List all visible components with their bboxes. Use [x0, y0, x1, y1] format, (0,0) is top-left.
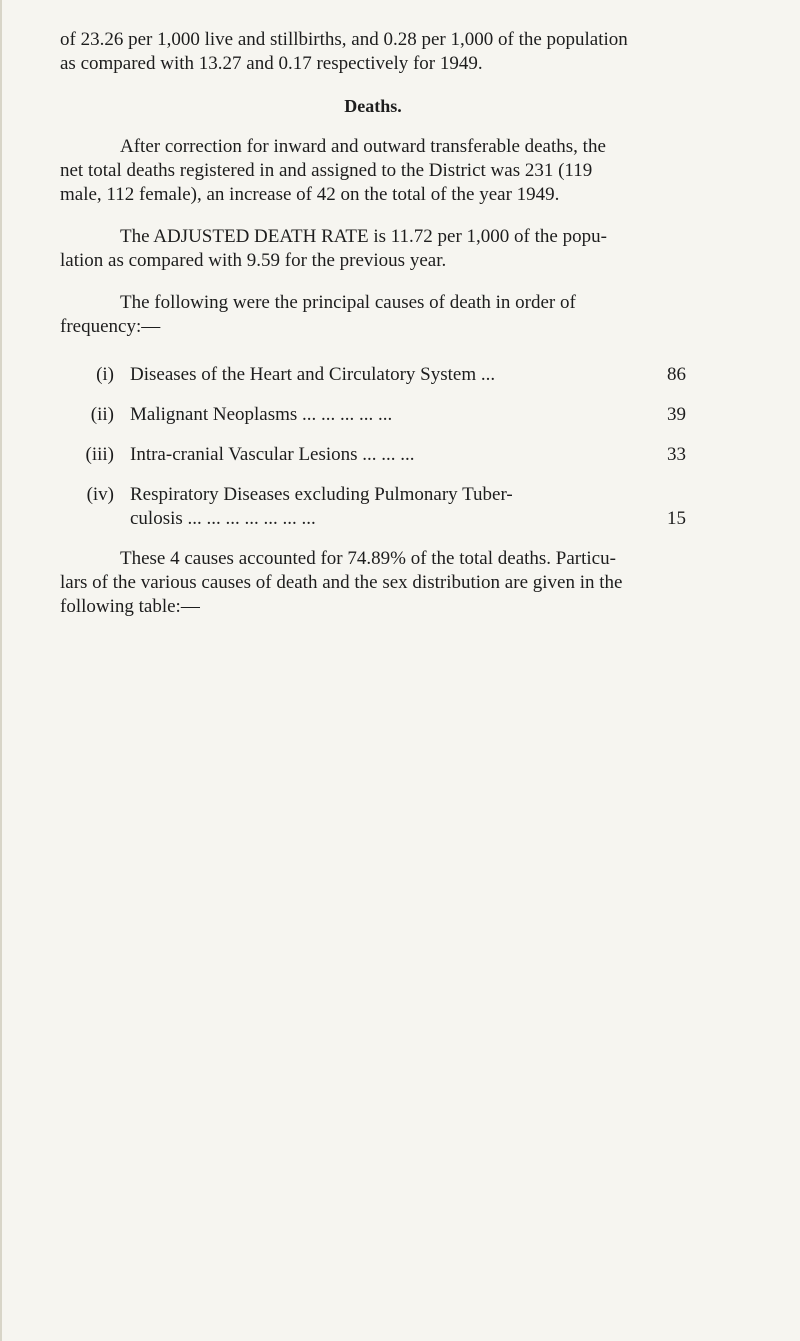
cause-item-1 — [60, 363, 686, 387]
causes-intro-line-1: The following were the principal causes of death in order of — [120, 292, 576, 313]
cause-count: 33 — [667, 444, 686, 465]
closing-line-2: lars of the various causes of death and the sex distribution are given in the — [60, 572, 623, 593]
cause-number: (ii) — [90, 404, 114, 425]
causes-intro-line-2: frequency:— — [60, 316, 161, 337]
cause-number: (iv) — [86, 484, 114, 505]
cause-count: 15 — [667, 508, 686, 529]
causes-list — [60, 363, 686, 531]
cause-description: Diseases of the Heart and Circulatory System ... — [130, 364, 496, 385]
cause-count: 86 — [667, 364, 686, 385]
cause-number: (i) — [96, 364, 114, 385]
death-rate-line-1: The ADJUSTED DEATH RATE is 11.72 per 1,000 of the popu- — [120, 226, 607, 247]
page-edge-shadow — [0, 0, 2, 1341]
intro-line-2: as compared with 13.27 and 0.17 respectively for 1949. — [60, 53, 483, 74]
cause-number: (iii) — [85, 444, 114, 465]
correction-paragraph — [60, 135, 686, 207]
correction-line-1: After correction for inward and outward transferable deaths, the — [120, 136, 606, 157]
section-heading-deaths: Deaths. — [344, 96, 402, 116]
closing-line-1: These 4 causes accounted for 74.89% of the total deaths. Particu- — [120, 548, 616, 569]
cause-description: Malignant Neoplasms ... ... ... ... ... — [130, 404, 393, 425]
cause-item-4 — [60, 483, 686, 531]
correction-line-2: net total deaths registered in and assigned to the District was 231 (119 — [60, 160, 593, 181]
closing-paragraph — [60, 547, 686, 619]
intro-line-1: of 23.26 per 1,000 live and stillbirths, and 0.28 per 1,000 of the population — [60, 29, 628, 50]
intro-paragraph — [60, 28, 686, 76]
cause-item-2 — [60, 403, 686, 427]
document-page — [60, 28, 686, 619]
cause-description: Intra-cranial Vascular Lesions ... ... ... — [130, 444, 415, 465]
cause-count: 39 — [667, 404, 686, 425]
cause-item-3 — [60, 443, 686, 467]
cause-description-line-1: Respiratory Diseases excluding Pulmonary Tuber- — [130, 484, 513, 505]
closing-line-3: following table:— — [60, 596, 200, 617]
correction-line-3: male, 112 female), an increase of 42 on the total of the year 1949. — [60, 184, 560, 205]
cause-description — [124, 483, 646, 531]
death-rate-line-2: lation as compared with 9.59 for the previous year. — [60, 250, 447, 271]
cause-description-line-2: culosis ... ... ... ... ... ... ... — [130, 508, 316, 529]
death-rate-paragraph — [60, 225, 686, 273]
causes-intro-paragraph — [60, 291, 686, 339]
